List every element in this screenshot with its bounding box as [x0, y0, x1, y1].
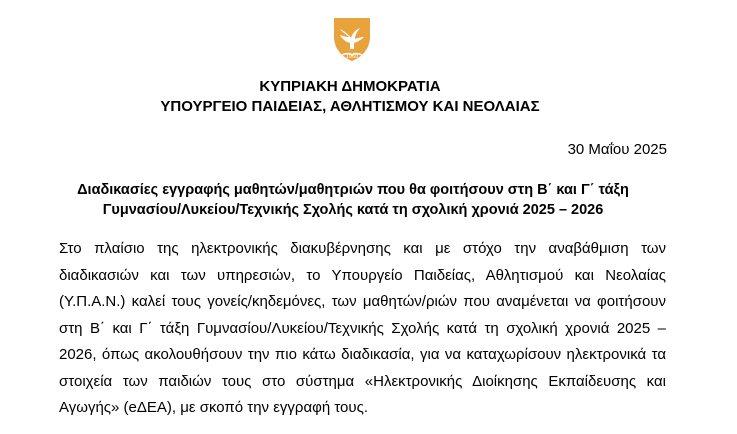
document-title: Διαδικασίες εγγραφής μαθητών/μαθητριών που θα φοιτήσουν στη Β΄ και Γ΄ τάξη Γυμνασίου/Λυκείου/Τεχνικής Σχολής κατά τη σχολική χρονιά 2025 – 2026: [77, 182, 629, 218]
body-paragraph: Στο πλαίσιο της ηλεκτρονικής διακυβέρνησης και με στόχο την αναβάθμιση των διαδικασιών και των υπηρεσιών, το Υπουργείο Παιδείας, Αθλητισμού και Νεολαίας (Υ.Π.Α.Ν.) καλεί τους γονείς/κηδεμόνες, των μαθητών/ριών που αναμένεται να φοιτήσουν στη Β΄ και Γ΄ τάξη Γυμνασίου/Λυκείου/Τεχνικής Σχολής κατά τη σχολική χρονιά 2025 – 2026, όπως ακολουθήσουν την πιο κάτω διαδικασία, για να καταχωρίσουν ηλεκτρονικά τα στοιχεία των παιδιών τους στο σύστημα «Ηλεκτρονικής Διοίκησης Εκπαίδευσης και Αγωγής» (eΔΕΑ), με σκοπό την εγγραφή τους.: [59, 240, 666, 416]
cyprus-coat-of-arms-icon: [330, 15, 374, 63]
ministry-name: ΥΠΟΥΡΓΕΙΟ ΠΑΙΔΕΙΑΣ, ΑΘΛΗΤΙΣΜΟΥ ΚΑΙ ΝΕΟΛΑΙΑΣ: [160, 98, 540, 115]
country-name: ΚΥΠΡΙΑΚΗ ΔΗΜΟΚΡΑΤΙΑ: [259, 78, 441, 95]
svg-text:1960: 1960: [345, 54, 359, 60]
document-date: 30 Μαΐου 2025: [567, 141, 667, 158]
